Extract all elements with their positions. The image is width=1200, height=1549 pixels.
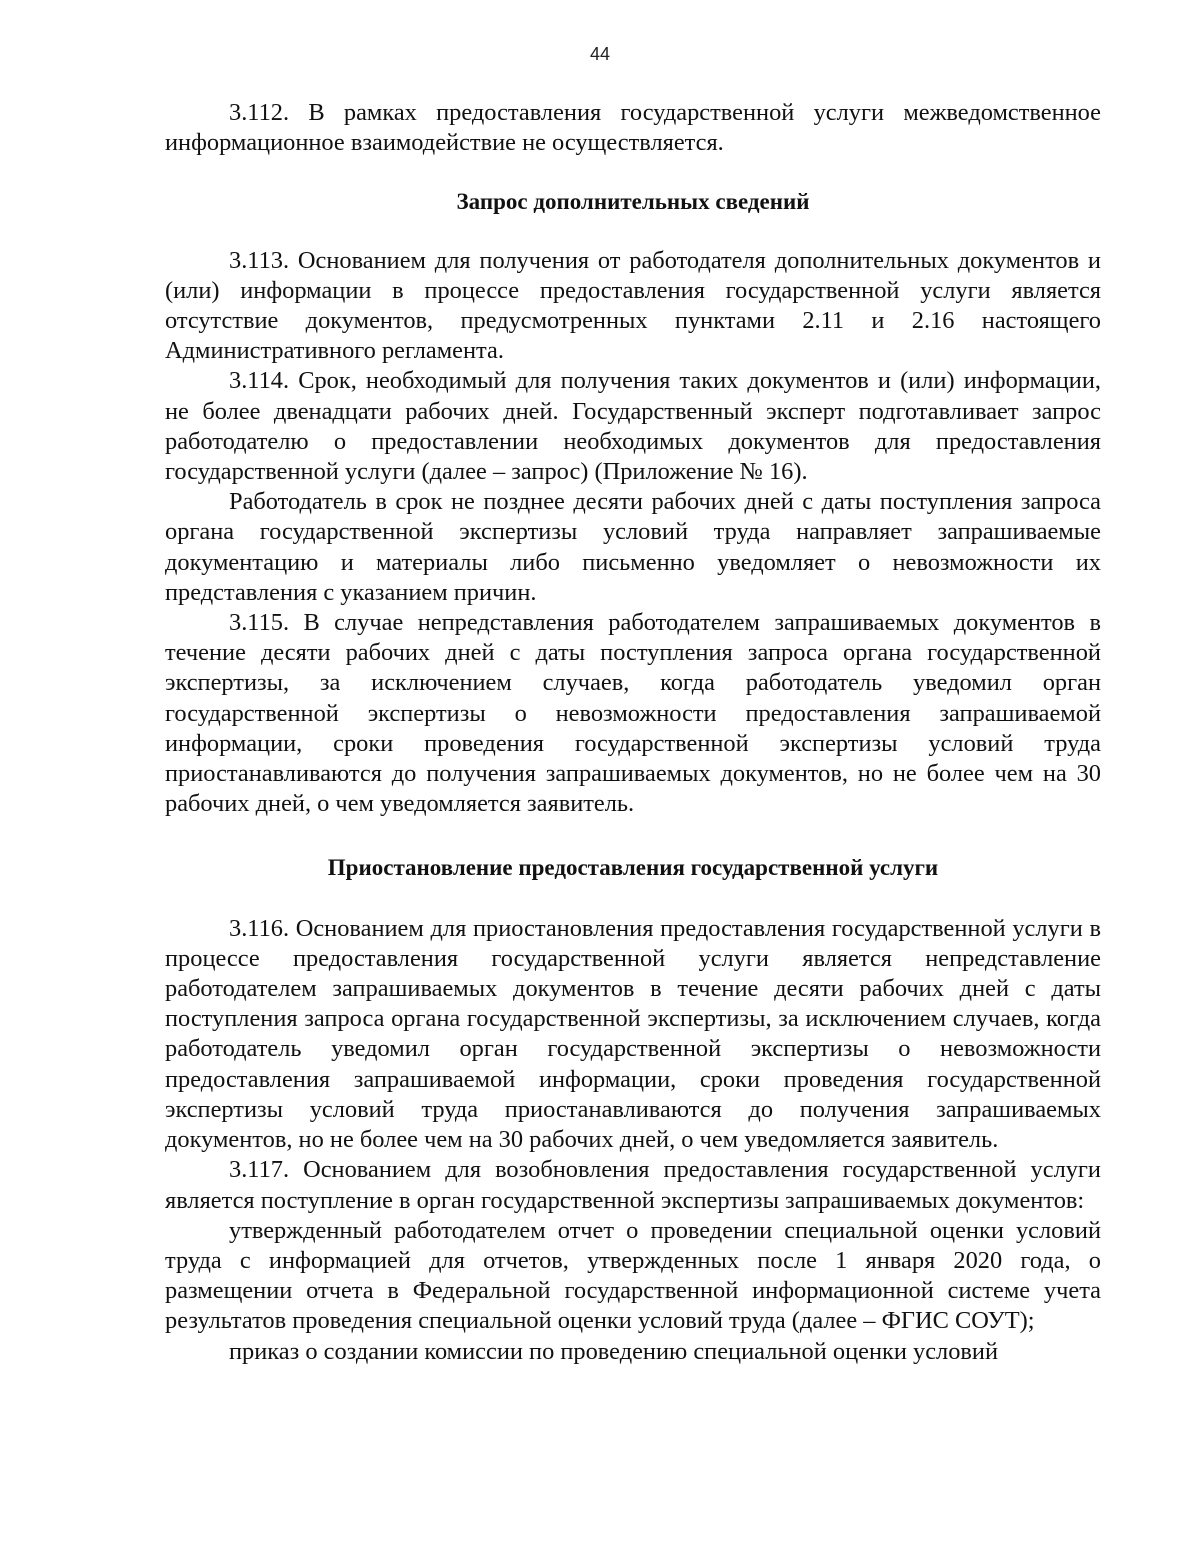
paragraph-3-115: 3.115. В случае непредставления работодателем запрашиваемых документов в течение десяти рабочих дней с даты поступления запроса органа государственной экспертизы, за исключением случаев, когда работодатель уведомил орган государственной экспертизы о невозможности предоставления запрашиваемой информации, сроки проведения государственной экспертизы условий труда приостанавливаются до получения запрашиваемых документов, но не более чем на 30 рабочих дней, о чем уведомляется заявитель. [165, 609, 1101, 818]
paragraph-3-112: 3.112. В рамках предоставления государственной услуги межведомственное информационное взаимодействие не осуществляется. [165, 99, 1101, 157]
page-number: 44 [589, 44, 611, 64]
paragraph-commission-order: приказ о создании комиссии по проведению специальной оценки условий [229, 1337, 999, 1365]
paragraph-employer-deadline: Работодатель в срок не позднее десяти рабочих дней с даты поступления запроса органа государственной экспертизы условий труда направляет запрашиваемые документацию и материалы либо письменно уведомляет о невозможности их представления с указанием причин. [165, 488, 1101, 606]
section-heading-service-suspension: Приостановление предоставления государственной услуги [327, 855, 939, 881]
paragraph-3-113: 3.113. Основанием для получения от работодателя дополнительных документов и (или) информации в процессе предоставления государственной услуги является отсутствие документов, предусмотренных пунктами 2.11 и 2.16 настоящего Административного регламента. [165, 246, 1101, 365]
document-body [165, 98, 1101, 1367]
paragraph-3-116: 3.116. Основанием для приостановления предоставления государственной услуги в процессе предоставления государственной услуги является непредставление работодателем запрашиваемых документов в течение десяти рабочих дней с даты поступления запроса органа государственной экспертизы, за исключением случаев, когда работодатель уведомил орган государственной экспертизы о невозможности предоставления запрашиваемой информации, сроки проведения государственной экспертизы условий труда приостанавливаются до получения запрашиваемых документов, но не более чем на 30 рабочих дней, о чем уведомляется заявитель. [165, 914, 1101, 1154]
paragraph-approved-report: утвержденный работодателем отчет о проведении специальной оценки условий труда с информацией для отчетов, утвержденных после 1 января 2020 года, о размещении отчета в Федеральной государственной информационной системе учета результатов проведения специальной оценки условий труда (далее – ФГИС СОУТ); [165, 1216, 1101, 1335]
paragraph-3-117: 3.117. Основанием для возобновления предоставления государственной услуги является поступление в орган государственной экспертизы запрашиваемых документов: [165, 1156, 1101, 1214]
paragraph-3-114: 3.114. Срок, необходимый для получения таких документов и (или) информации, не более двенадцати рабочих дней. Государственный эксперт подготавливает запрос работодателю о предоставлении необходимых документов для предоставления государственной услуги (далее – запрос) (Приложение № 16). [165, 367, 1101, 486]
section-heading-additional-info-request: Запрос дополнительных сведений [456, 189, 810, 215]
